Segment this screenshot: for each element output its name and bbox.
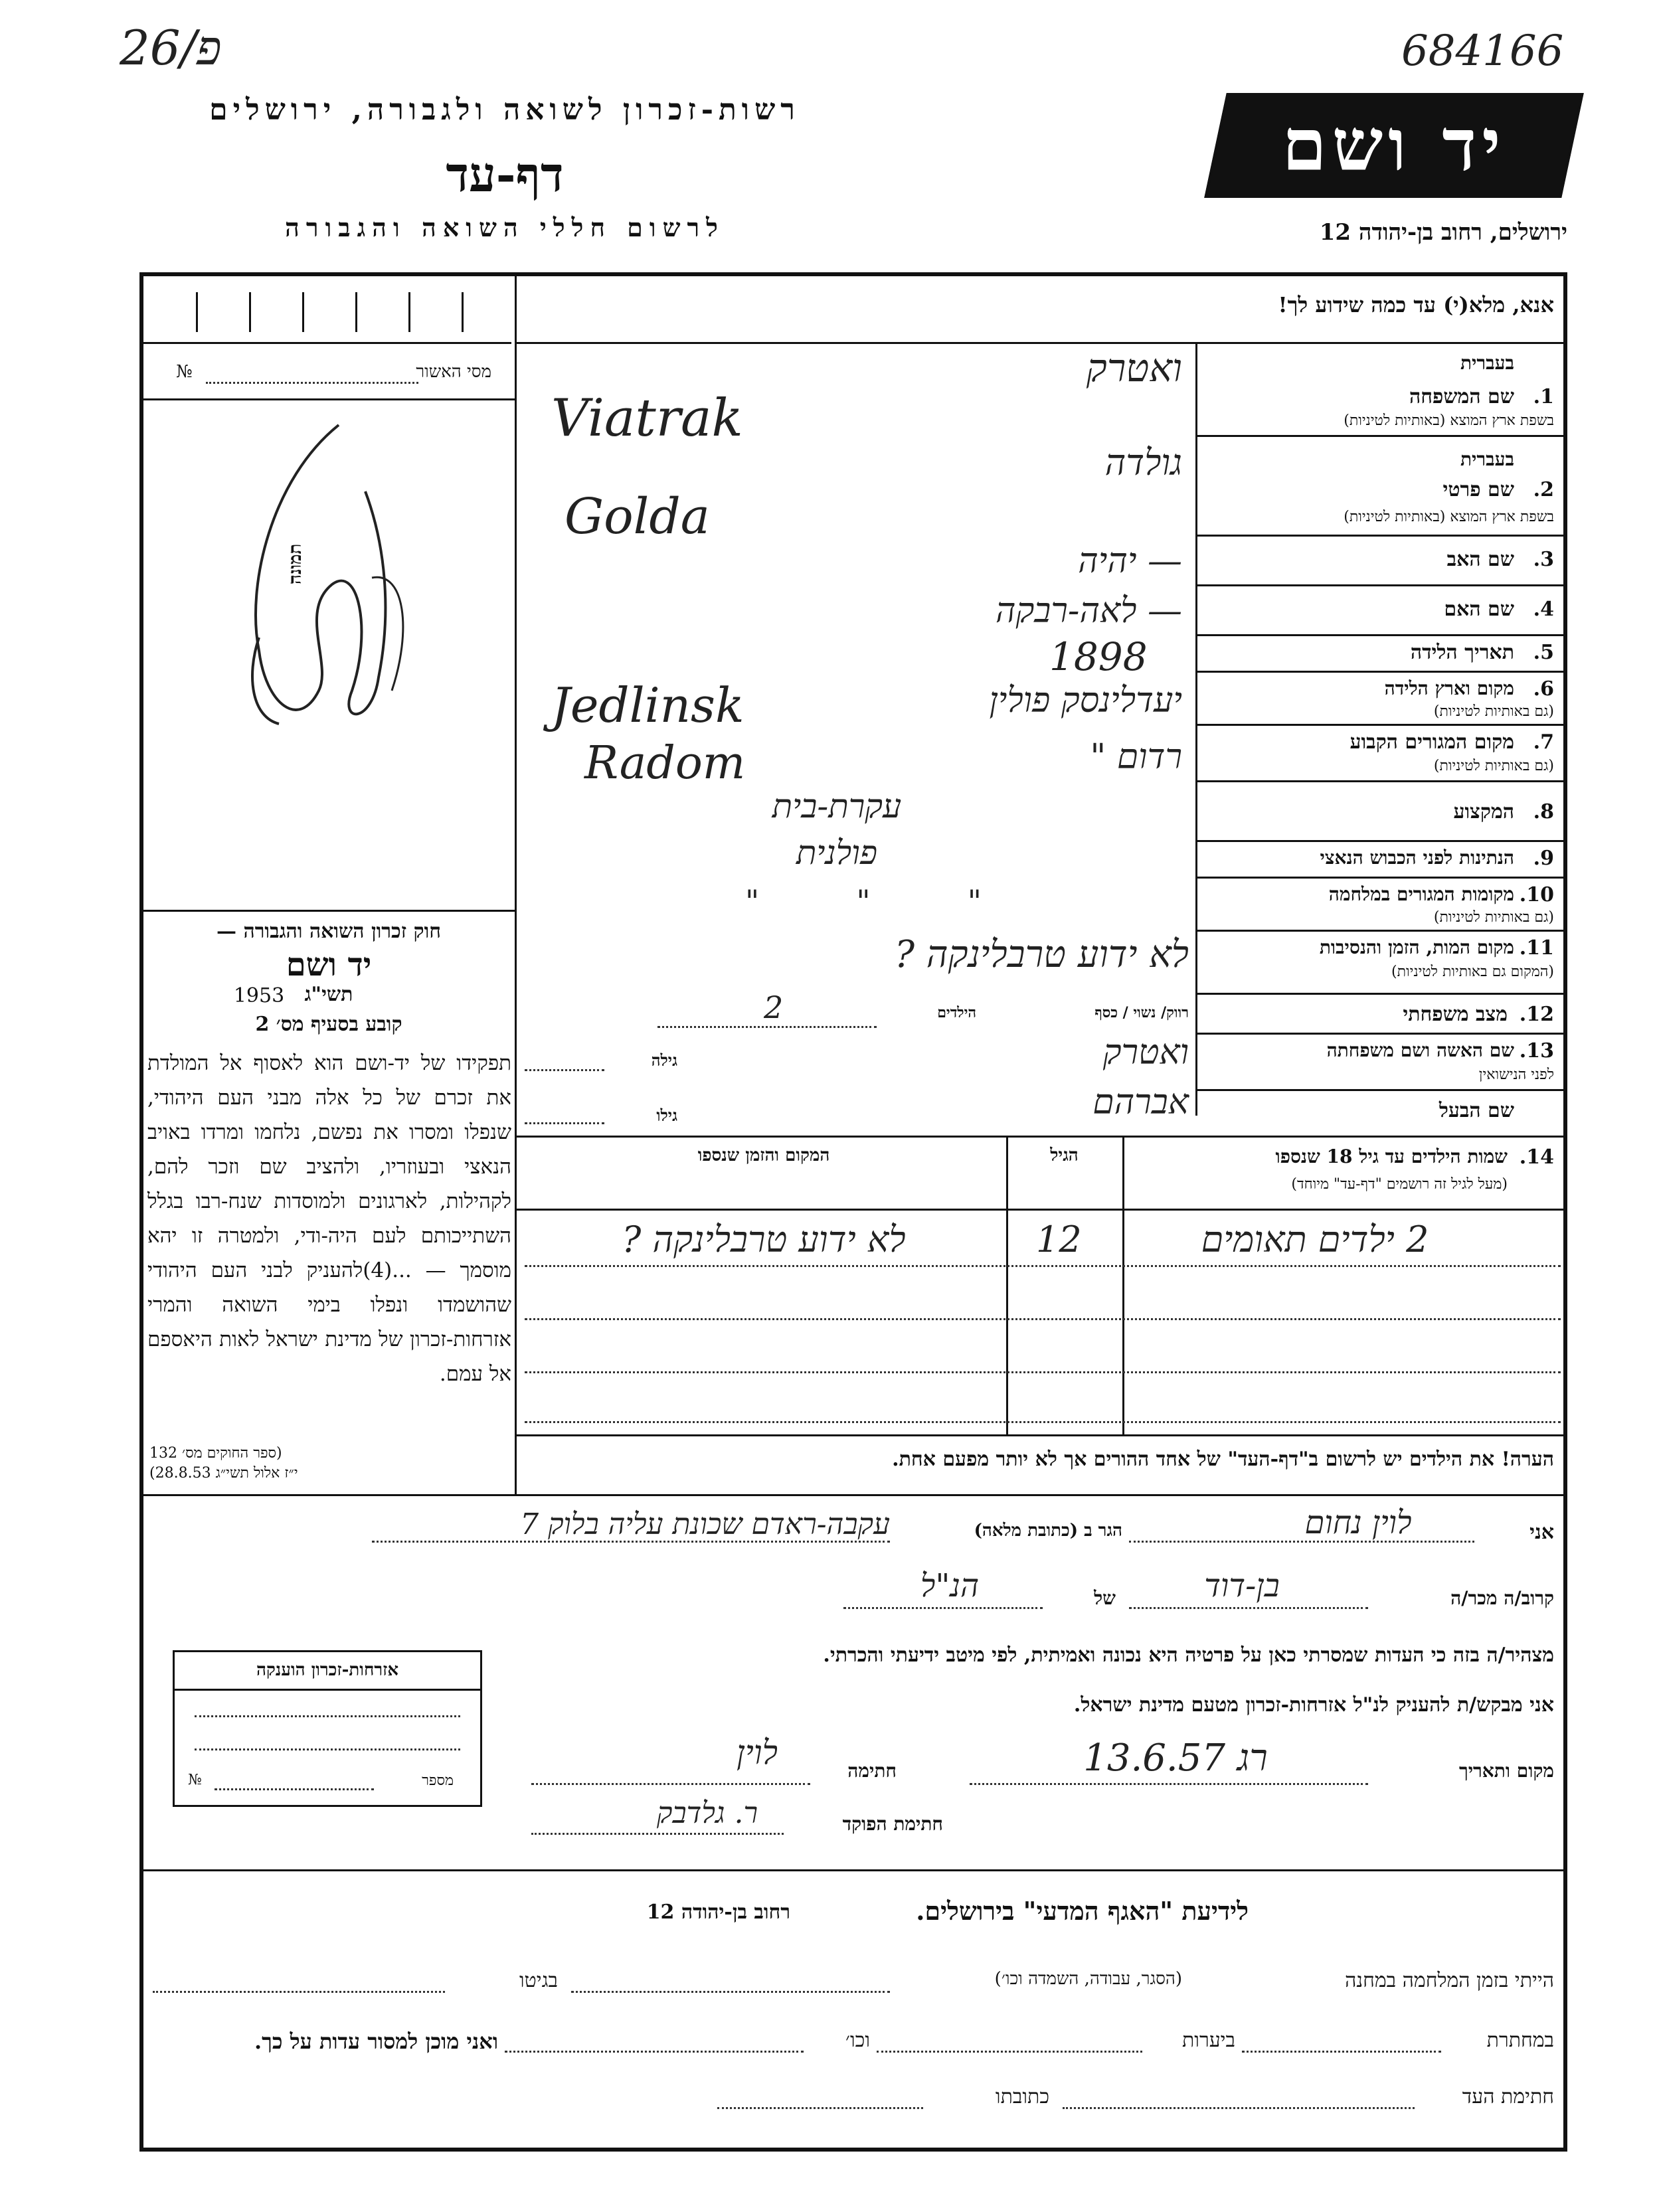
field1-value-lat[interactable]: Viatrak (551, 388, 743, 448)
field11-value[interactable]: לא ידוע טרבלינקה ? (894, 933, 1189, 976)
logo-text: יד ושם (1282, 104, 1506, 187)
field9-num: 9. (1533, 847, 1554, 870)
field6-num: 6. (1533, 677, 1554, 701)
approval-boxes (143, 279, 511, 344)
law-reference-date: י״ז אלול תשי״ג 28.8.53) (149, 1465, 298, 1482)
decl-signature[interactable]: לוין (736, 1733, 778, 1772)
field12-children[interactable]: 2 (764, 989, 784, 1025)
field8-value[interactable]: עקרת-בית (772, 787, 902, 825)
field4-value[interactable]: — לאה-רבקה (996, 591, 1182, 631)
footer-title: לידיעת "האגף המדעי" בירושלים. (916, 1896, 1249, 1926)
cert-number-label: מספר (422, 1772, 454, 1789)
field2-tag: בעברית (1460, 448, 1514, 470)
field10-num: 10. (1519, 883, 1554, 906)
field7-label: מקום המגורים הקבוע (1350, 730, 1514, 754)
field8-num: 8. (1533, 800, 1554, 823)
field9-label: הנתינות לפני הכבוש הנאצי (1320, 847, 1514, 869)
children-num: 14. (1519, 1146, 1554, 1169)
decl-place-date-label: מקום ותאריך (1458, 1760, 1554, 1782)
field7-value-heb[interactable]: רדום " (1090, 737, 1182, 777)
decl-of-value[interactable]: הנ"ל (920, 1567, 980, 1604)
top-left-note: 26/פ (120, 20, 222, 76)
decl-statement2: אני מבקש/ת להעניק לנ"ל אזרחות-זכרון מטעם מדינת ישראל. (1073, 1693, 1554, 1717)
decl-relation[interactable]: בן-דוד (1204, 1567, 1280, 1604)
field6-label: מקום וארץ הלידה (1384, 677, 1514, 699)
field2-value-lat[interactable]: Golda (565, 488, 710, 545)
decl-address[interactable]: עקבה-ראדם שכונת עליה בלוק 7 (520, 1507, 890, 1541)
field1-label: שם המשפחה (1409, 385, 1514, 408)
footer-line1-c: בגיטו (519, 1969, 558, 1992)
decl-resides-label: הגר ב (כתובת מלאה) (974, 1521, 1122, 1541)
decl-i-value[interactable]: לוין נחום (1304, 1504, 1412, 1541)
husband-label: שם הבעל (1438, 1099, 1514, 1122)
field1-tag: בעברית (1460, 352, 1514, 374)
field2-hint: בשפת ארץ המוצא (באותיות לטיניות) (1344, 509, 1554, 525)
field9-value[interactable]: פולנית (796, 833, 878, 872)
footer-line2-c: וכו׳ (845, 2029, 870, 2052)
field4-num: 4. (1533, 598, 1554, 621)
field11-hint: (המקום גם באותיות לטיניות) (1391, 964, 1554, 980)
wife-age-label: גילה (651, 1051, 677, 1070)
law-year-heb: תשי"ג (304, 983, 353, 1006)
footer-line1-b: (הסגר, עבודה, השמדה וכו׳) (994, 1969, 1182, 1989)
decl-relative-label: קרוב/ה מכר/ה (1450, 1587, 1554, 1609)
law-title: חוק זכרון השואה והגבורה — (217, 920, 441, 943)
field2-value-heb[interactable]: גולדה (1104, 442, 1182, 483)
footer-line2-d: ואני מוכן למסור עדות על כך. (254, 2029, 498, 2054)
field6-hint: (גם באותיות לטיניות) (1433, 703, 1554, 720)
field5-label: תאריך הלידה (1410, 641, 1514, 664)
field10-value[interactable]: " " " (745, 883, 982, 919)
footer-line1-a: הייתי בזמן המלחמה במחנה (1345, 1969, 1554, 1992)
field13-hint: לפני הנישואין (1478, 1066, 1554, 1083)
approval-label: מסי האשור (416, 362, 491, 382)
children-header: שמות הילדים עד גיל 18 שנספו (1275, 1146, 1508, 1167)
yad-vashem-logo (1204, 93, 1584, 198)
field2-num: 2. (1533, 478, 1554, 501)
field1-num: 1. (1533, 385, 1554, 408)
field7-num: 7. (1533, 730, 1554, 754)
photo-scribble (219, 412, 432, 757)
child-row-age[interactable]: 12 (1036, 1219, 1082, 1260)
certificate-box (173, 1650, 482, 1807)
field1-value-heb[interactable]: ואטרק (1086, 345, 1182, 390)
footer-line2-b: ביערות (1181, 2029, 1235, 2052)
field3-label: שם האב (1446, 548, 1514, 571)
field2-label: שם פרטי (1442, 478, 1514, 501)
field5-value[interactable]: 1898 (1049, 634, 1148, 679)
decl-statement1: מצהיר/ה בזה כי העדות שמסרתי כאן על פרטיה היא נכונה ואמיתית, לפי מיטב ידיעתי והכרתי. (823, 1644, 1554, 1667)
decl-signature-label: חתימה (847, 1760, 897, 1782)
field12-marital: רווק/ נשוי / כסף (1094, 1004, 1189, 1021)
field13-value[interactable]: ואטרק (1102, 1033, 1189, 1072)
field7-value-lat[interactable]: Radom (584, 737, 746, 790)
law-reference: (ספר החוקים מס׳ 132 (149, 1445, 282, 1462)
form-title: דף-עד (446, 146, 564, 203)
children-header-sub: (מעל לגיל זה רושמים "דף-עד" מיוחד) (1291, 1176, 1508, 1193)
field1-hint: בשפת ארץ המוצא (באותיות לטיניות) (1344, 412, 1554, 429)
field10-hint: (גם באותיות לטיניות) (1433, 909, 1554, 926)
decl-place-date[interactable]: רג 13.6.57 (1083, 1737, 1268, 1780)
law-year: 1953 (233, 984, 285, 1007)
photo-label: תמונה (286, 543, 305, 584)
field12-num: 12. (1519, 1003, 1554, 1026)
decl-i-label: אני (1529, 1521, 1554, 1544)
field11-num: 11. (1519, 936, 1554, 960)
field13-label: שם האשה ושם משפחתה (1326, 1039, 1514, 1061)
field6-value-lat[interactable]: Jedlinsk (551, 677, 744, 733)
cert-title: אזרחות-זכרון הוענקה (175, 1652, 480, 1691)
child-row-name[interactable]: 2 ילדים תאומים (1201, 1219, 1429, 1260)
husband-value[interactable]: אברהם (1092, 1082, 1189, 1122)
field12-children-label: הילדים (937, 1004, 976, 1021)
intro-text: אנא, מלא(י) עד כמה שידוע לך! (1278, 292, 1554, 317)
header-address: ירושלים, רחוב בן-יהודה 12 (1319, 219, 1567, 246)
field13-num: 13. (1519, 1039, 1554, 1063)
age-header: הגיל (1050, 1146, 1079, 1165)
field3-num: 3. (1533, 548, 1554, 571)
field5-num: 5. (1533, 641, 1554, 664)
footer-line3-a: חתימת העד (1462, 2085, 1554, 2108)
footer-line2-a: במחתרת (1486, 2029, 1554, 2052)
footer-line3-b: כתובתו (995, 2085, 1049, 2108)
decl-officer-label: חתימת הפוקד (842, 1813, 943, 1835)
cert-no: № (188, 1772, 202, 1788)
field12-label: מצב משפחתי (1403, 1003, 1508, 1026)
field10-label: מקומות המגורים במלחמה (1328, 883, 1514, 905)
note-text: הערה! את הילדים יש לרשום ב"דף-העד" של אחד ההורים אך לא יותר מפעם אחת. (892, 1448, 1554, 1471)
law-name: יד ושם (286, 946, 372, 983)
child-row-place[interactable]: לא ידוע טרבלינקה ? (622, 1219, 906, 1260)
field11-label: מקום המות, הזמן והנסיבות (1319, 936, 1514, 958)
top-right-number: 684166 (1401, 27, 1564, 76)
law-clause: קובע בסעיף מס׳ 2 (255, 1013, 402, 1036)
field7-hint: (גם באותיות לטיניות) (1433, 758, 1554, 774)
law-text: תפקידו של יד-ושם הוא לאסוף אל המולדת את זכרם של כל אלה מבני העם היהודי, שנפלו ומסרו את נפשם, נלחמו ומרדו באויב הנאצי ובעוזריו, ולהציב שם וזכר להם, לקהילות, לארגונים ולמוסדות שנח-רבו בגלל השתייכותם לעם היה-ודי, ולמטרה זו יהא מוסמך — ...(4)להעניק לבני העם היהודי שהושמדו ונפלו בימי השואה והמרי אזרחות-זכרון של מדינת ישראל לאות היאספם אל עמם. (147, 1051, 511, 1386)
husband-age-label: גילו (656, 1106, 677, 1125)
decl-officer[interactable]: ר. גלדבק (656, 1796, 758, 1830)
footer-address: רחוב בן-יהודה 12 (646, 1901, 790, 1924)
approval-no: № (176, 362, 193, 382)
field6-value-heb[interactable]: יעדלינסק פולין (989, 681, 1182, 721)
authority-line: רשות-זכרון לשואה ולגבורה, ירושלים (209, 93, 800, 127)
form-subtitle: לרשום חללי השואה והגבורה (285, 213, 725, 242)
field4-label: שם האם (1444, 598, 1514, 621)
field8-label: המקצוע (1453, 800, 1514, 823)
decl-of-label: של (1094, 1587, 1116, 1609)
field3-value[interactable]: — יהיה (1078, 541, 1182, 581)
place-header: המקום והזמן שנספו (697, 1146, 830, 1165)
